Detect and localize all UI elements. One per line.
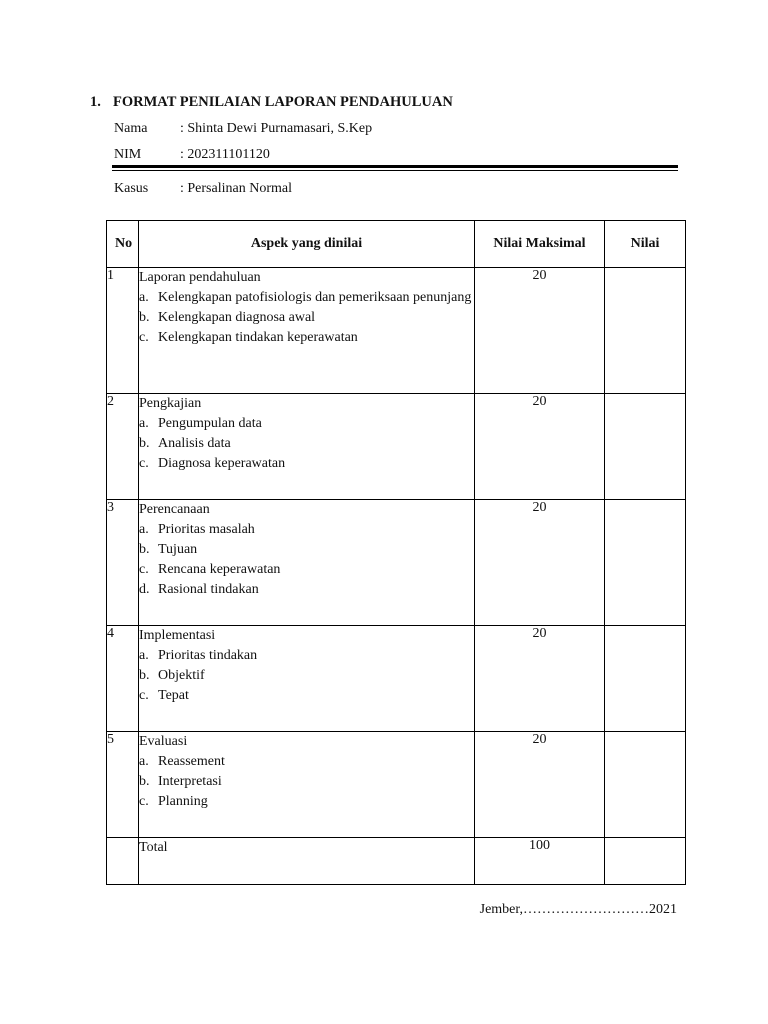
sub-item-marker: d. xyxy=(139,582,150,597)
table-row xyxy=(107,626,686,732)
sub-item-marker: c. xyxy=(139,688,149,703)
sub-item-text: Prioritas masalah xyxy=(158,522,255,537)
sub-item-text: Tujuan xyxy=(158,542,198,557)
sub-item-list xyxy=(139,288,474,348)
sub-item-marker: c. xyxy=(139,330,149,345)
sub-item-text: Rencana keperawatan xyxy=(158,562,281,577)
sub-item-text: Analisis data xyxy=(158,436,231,451)
sub-item xyxy=(139,434,474,454)
row-title: Evaluasi xyxy=(139,734,188,749)
row-nilai-maksimal: 20 xyxy=(475,268,605,394)
section-title: FORMAT PENILAIAN LAPORAN PENDAHULUAN xyxy=(113,94,453,110)
sub-item xyxy=(139,328,474,348)
sub-item xyxy=(139,560,474,580)
sub-item xyxy=(139,792,474,812)
row-number: 1 xyxy=(107,268,139,394)
sub-item-marker: b. xyxy=(139,310,150,325)
table-header-row xyxy=(107,221,686,268)
sub-item-marker: c. xyxy=(139,456,149,471)
row-nilai-maksimal: 20 xyxy=(475,394,605,500)
row-number: 5 xyxy=(107,732,139,838)
sub-item-marker: a. xyxy=(139,416,149,431)
row-nilai-maksimal: 20 xyxy=(475,732,605,838)
row-title: Laporan pendahuluan xyxy=(139,270,261,285)
row-aspek xyxy=(139,732,475,838)
info-kasus-row xyxy=(114,181,292,197)
row-number: 2 xyxy=(107,394,139,500)
sub-item-text: Objektif xyxy=(158,668,205,683)
double-rule-thick xyxy=(112,165,678,168)
sub-item-marker: c. xyxy=(139,794,149,809)
sub-item-marker: a. xyxy=(139,522,149,537)
header-aspek: Aspek yang dinilai xyxy=(139,221,475,268)
sub-item-list xyxy=(139,646,474,706)
section-number: 1. xyxy=(90,94,101,110)
row-nilai-cell[interactable] xyxy=(605,394,686,500)
row-nilai-cell[interactable] xyxy=(605,626,686,732)
header-no: No xyxy=(107,221,139,268)
sub-item-text: Interpretasi xyxy=(158,774,222,789)
info-nim-value: : 202311101120 xyxy=(180,147,270,162)
sub-item-text: Prioritas tindakan xyxy=(158,648,258,663)
sub-item-text: Tepat xyxy=(158,688,189,703)
table-row xyxy=(107,500,686,626)
total-nilai-cell[interactable] xyxy=(605,838,686,885)
info-kasus-value: : Persalinan Normal xyxy=(180,181,292,196)
sub-item-marker: c. xyxy=(139,562,149,577)
info-nama-row xyxy=(114,121,372,137)
sub-item xyxy=(139,454,474,474)
total-nilai-maksimal: 100 xyxy=(475,838,605,885)
sub-item-text: Pengumpulan data xyxy=(158,416,262,431)
header-nilai: Nilai xyxy=(605,221,686,268)
sub-item xyxy=(139,308,474,328)
sub-item-text: Reassement xyxy=(158,754,225,769)
sub-item xyxy=(139,752,474,772)
sub-item-text: Kelengkapan patofisiologis dan pemeriksaan penunjang xyxy=(158,290,472,305)
row-number: 4 xyxy=(107,626,139,732)
sub-item xyxy=(139,540,474,560)
sub-item-text: Kelengkapan tindakan keperawatan xyxy=(158,330,358,345)
table-row xyxy=(107,732,686,838)
table-row xyxy=(107,268,686,394)
total-number-cell xyxy=(107,838,139,885)
sub-item-marker: a. xyxy=(139,290,149,305)
sub-item-list xyxy=(139,520,474,600)
row-number: 3 xyxy=(107,500,139,626)
info-nama-label: Nama xyxy=(114,121,148,136)
row-nilai-maksimal: 20 xyxy=(475,500,605,626)
sub-item-marker: b. xyxy=(139,542,150,557)
sub-item-text: Kelengkapan diagnosa awal xyxy=(158,310,316,325)
sub-item-marker: a. xyxy=(139,648,149,663)
sub-item-marker: b. xyxy=(139,774,150,789)
table-row xyxy=(107,394,686,500)
sub-item xyxy=(139,288,474,308)
info-nim-label: NIM xyxy=(114,147,142,162)
info-nama-value: : Shinta Dewi Purnamasari, S.Kep xyxy=(180,121,373,136)
row-aspek xyxy=(139,626,475,732)
row-nilai-maksimal: 20 xyxy=(475,626,605,732)
total-label: Total xyxy=(139,838,475,885)
sub-item-marker: a. xyxy=(139,754,149,769)
double-rule-thin xyxy=(112,170,678,171)
sub-item-marker: b. xyxy=(139,436,150,451)
row-nilai-cell[interactable] xyxy=(605,500,686,626)
sub-item xyxy=(139,580,474,600)
row-aspek xyxy=(139,394,475,500)
sub-item xyxy=(139,666,474,686)
sub-item xyxy=(139,686,474,706)
row-nilai-cell[interactable] xyxy=(605,268,686,394)
sub-item-text: Planning xyxy=(158,794,208,809)
row-nilai-cell[interactable] xyxy=(605,732,686,838)
row-title: Perencanaan xyxy=(139,502,210,517)
info-kasus-label: Kasus xyxy=(114,181,149,196)
sub-item-marker: b. xyxy=(139,668,150,683)
row-title: Implementasi xyxy=(139,628,216,643)
sub-item-list xyxy=(139,414,474,474)
sub-item xyxy=(139,772,474,792)
row-aspek xyxy=(139,268,475,394)
sub-item xyxy=(139,414,474,434)
sub-item xyxy=(139,646,474,666)
row-aspek xyxy=(139,500,475,626)
info-nim-row xyxy=(114,147,270,163)
grading-table xyxy=(106,220,686,885)
section-heading xyxy=(90,94,453,111)
sub-item xyxy=(139,520,474,540)
row-title: Pengkajian xyxy=(139,396,202,411)
table-total-row xyxy=(107,838,686,885)
sub-item-text: Diagnosa keperawatan xyxy=(158,456,286,471)
sub-item-list xyxy=(139,752,474,812)
signature-place-date: Jember,………………………2021 xyxy=(479,902,677,917)
header-nilai-maksimal: Nilai Maksimal xyxy=(475,221,605,268)
sub-item-text: Rasional tindakan xyxy=(158,582,259,597)
